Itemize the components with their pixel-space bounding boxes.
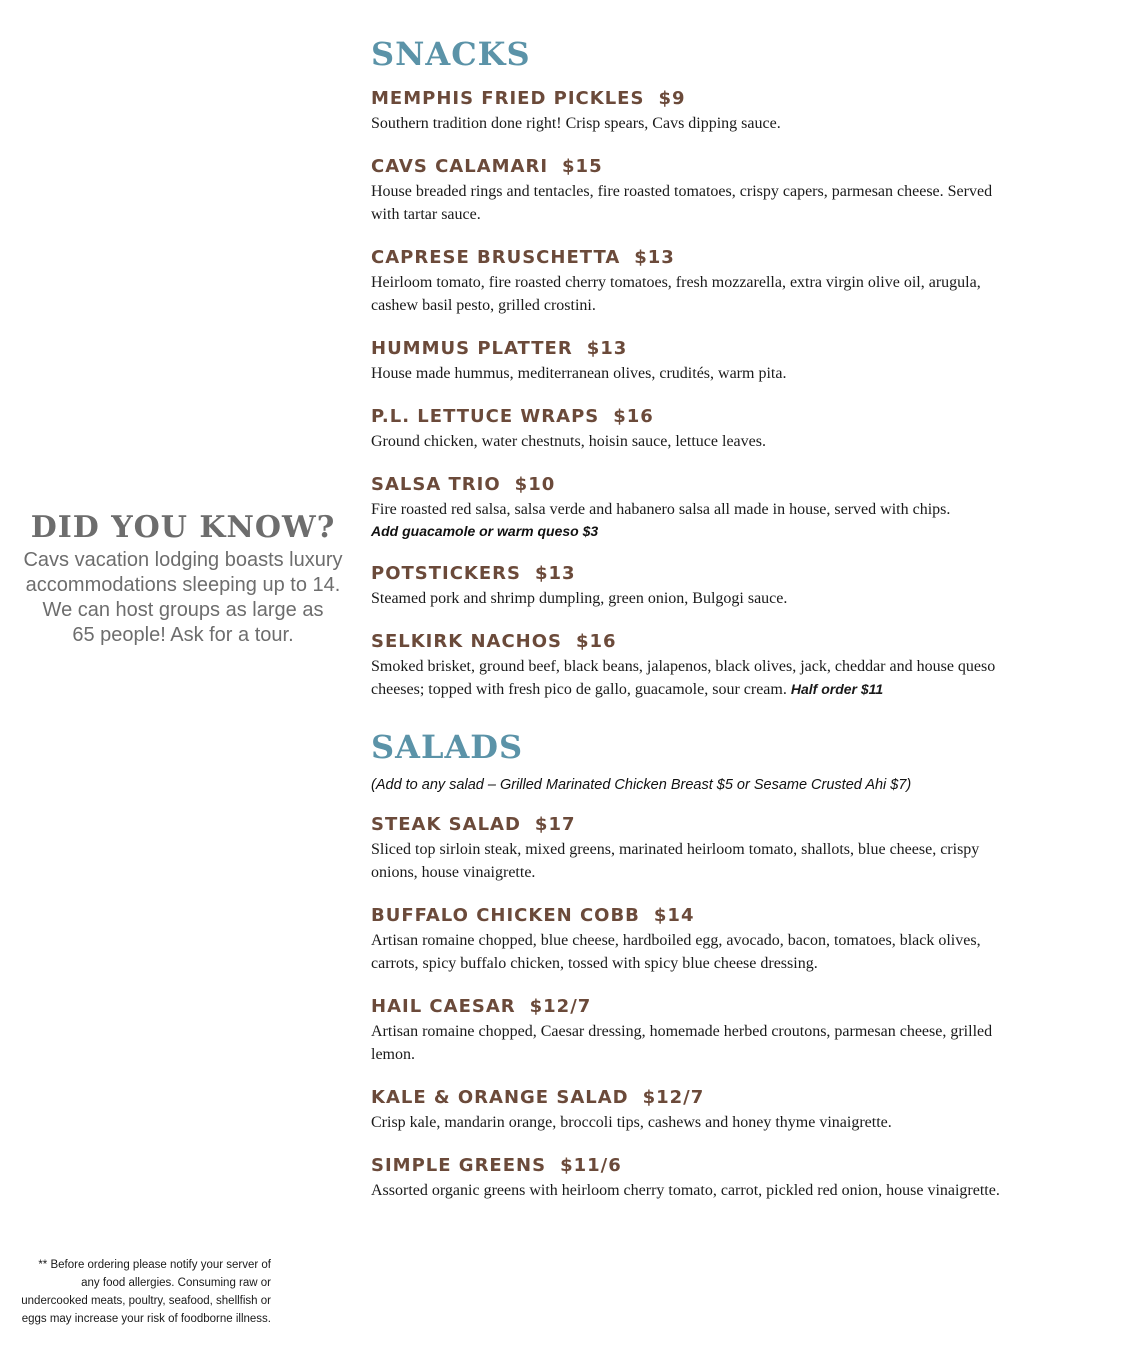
menu-item-selkirk-nachos (371, 631, 1011, 701)
item-heading (371, 88, 1011, 110)
item-name: POTSTICKERS (371, 563, 521, 584)
did-you-know-box (18, 508, 348, 648)
item-name: CAVS CALAMARI (371, 156, 549, 177)
menu-item-steak-salad (371, 814, 1011, 884)
item-price: $11/6 (560, 1155, 622, 1176)
item-description: Fire roasted red salsa, salsa verde and habanero salsa all made in house, served with chips. (371, 501, 951, 518)
item-description: House breaded rings and tentacles, fire roasted tomatoes, crispy capers, parmesan cheese. Served with tartar sauce. (371, 183, 993, 223)
item-description: Crisp kale, mandarin orange, broccoli tips, cashews and honey thyme vinaigrette. (371, 1114, 892, 1131)
item-price: $9 (658, 88, 686, 109)
item-description: Assorted organic greens with heirloom cherry tomato, carrot, pickled red onion, house vinaigrette. (371, 1182, 1000, 1199)
section-title-snacks: SNACKS (371, 35, 531, 73)
item-heading (371, 247, 1011, 269)
item-price: $16 (613, 406, 654, 427)
item-name: SELKIRK NACHOS (371, 631, 562, 652)
item-name: P.L. LETTUCE WRAPS (371, 406, 600, 427)
item-addon-note: Add guacamole or warm queso $3 (371, 523, 599, 539)
item-heading (371, 814, 1011, 836)
item-name: MEMPHIS FRIED PICKLES (371, 88, 645, 109)
item-name: SIMPLE GREENS (371, 1155, 547, 1176)
item-price: $13 (634, 247, 675, 268)
menu-item-salsa-trio (371, 474, 1011, 542)
item-heading (371, 996, 1011, 1018)
item-heading (371, 631, 1011, 653)
item-price: $16 (576, 631, 617, 652)
menu-item-hummus-platter (371, 338, 1011, 385)
menu-item-simple-greens (371, 1155, 1011, 1202)
item-heading (371, 406, 1011, 428)
menu-item-kale-orange-salad (371, 1087, 1011, 1134)
item-name: HAIL CAESAR (371, 996, 516, 1017)
item-description (371, 655, 1011, 701)
menu-item-hail-caesar (371, 996, 1011, 1066)
item-price: $12/7 (642, 1087, 705, 1108)
item-heading (371, 1155, 1011, 1177)
item-heading (371, 338, 1011, 360)
item-name: BUFFALO CHICKEN COBB (371, 905, 640, 926)
did-you-know-text: Cavs vacation lodging boasts luxury accommodations sleeping up to 14. We can host groups as large as 65 people! Ask for a tour. (23, 549, 343, 646)
item-heading (371, 474, 1011, 496)
item-price: $15 (562, 156, 603, 177)
menu-item-cavs-calamari (371, 156, 1011, 226)
menu-column (371, 30, 1011, 1202)
item-description: House made hummus, mediterranean olives, crudités, warm pita. (371, 365, 787, 382)
allergy-disclaimer: ** Before ordering please notify your server of any food allergies. Consuming raw or undercooked meats, poultry, seafood, shellfish or eggs may increase your risk of foodborne illness. (21, 1259, 271, 1325)
item-name: CAPRESE BRUSCHETTA (371, 247, 621, 268)
section-title-salads: SALADS (371, 728, 524, 766)
item-half-order-note: Half order $11 (790, 681, 884, 697)
item-description: Ground chicken, water chestnuts, hoisin sauce, lettuce leaves. (371, 433, 766, 450)
item-description: Southern tradition done right! Crisp spears, Cavs dipping sauce. (371, 115, 781, 132)
item-description: Steamed pork and shrimp dumpling, green onion, Bulgogi sauce. (371, 590, 788, 607)
item-price: $13 (586, 338, 628, 359)
item-description: Artisan romaine chopped, blue cheese, hardboiled egg, avocado, bacon, tomatoes, black olives, carrots, spicy buffalo chicken, tossed with spicy blue cheese dressing. (371, 932, 981, 972)
item-price: $14 (653, 905, 695, 926)
item-heading (371, 156, 1011, 178)
item-name: HUMMUS PLATTER (371, 338, 573, 359)
menu-item-buffalo-chicken-cobb (371, 905, 1011, 975)
item-price: $10 (514, 474, 556, 495)
item-name: STEAK SALAD (371, 814, 521, 835)
item-heading (371, 1087, 1011, 1109)
item-description-text: Smoked brisket, ground beef, black beans, jalapenos, black olives, jack, cheddar and house queso cheeses; topped with fresh pico de gallo, guacamole, sour cream. (371, 658, 996, 698)
item-name: SALSA TRIO (371, 474, 501, 495)
item-heading (371, 563, 1011, 585)
menu-item-lettuce-wraps (371, 406, 1011, 453)
item-description: Artisan romaine chopped, Caesar dressing, homemade herbed croutons, parmesan cheese, grilled lemon. (371, 1023, 993, 1063)
did-you-know-title: DID YOU KNOW? (30, 510, 336, 545)
item-price: $17 (534, 814, 576, 835)
item-name: KALE & ORANGE SALAD (371, 1087, 629, 1108)
menu-item-caprese-bruschetta (371, 247, 1011, 317)
menu-item-memphis-fried-pickles (371, 88, 1011, 135)
item-heading (371, 905, 1011, 927)
menu-item-potstickers (371, 563, 1011, 610)
item-description: Sliced top sirloin steak, mixed greens, marinated heirloom tomato, shallots, blue cheese, crispy onions, house vinaigrette. (371, 841, 980, 881)
item-price: $13 (535, 563, 576, 584)
salads-addon-note: (Add to any salad – Grilled Marinated Chicken Breast $5 or Sesame Crusted Ahi $7) (371, 777, 912, 793)
item-description: Heirloom tomato, fire roasted cherry tomatoes, fresh mozzarella, extra virgin olive oil, arugula, cashew basil pesto, grilled crostini. (371, 274, 981, 314)
item-price: $12/7 (529, 996, 592, 1017)
